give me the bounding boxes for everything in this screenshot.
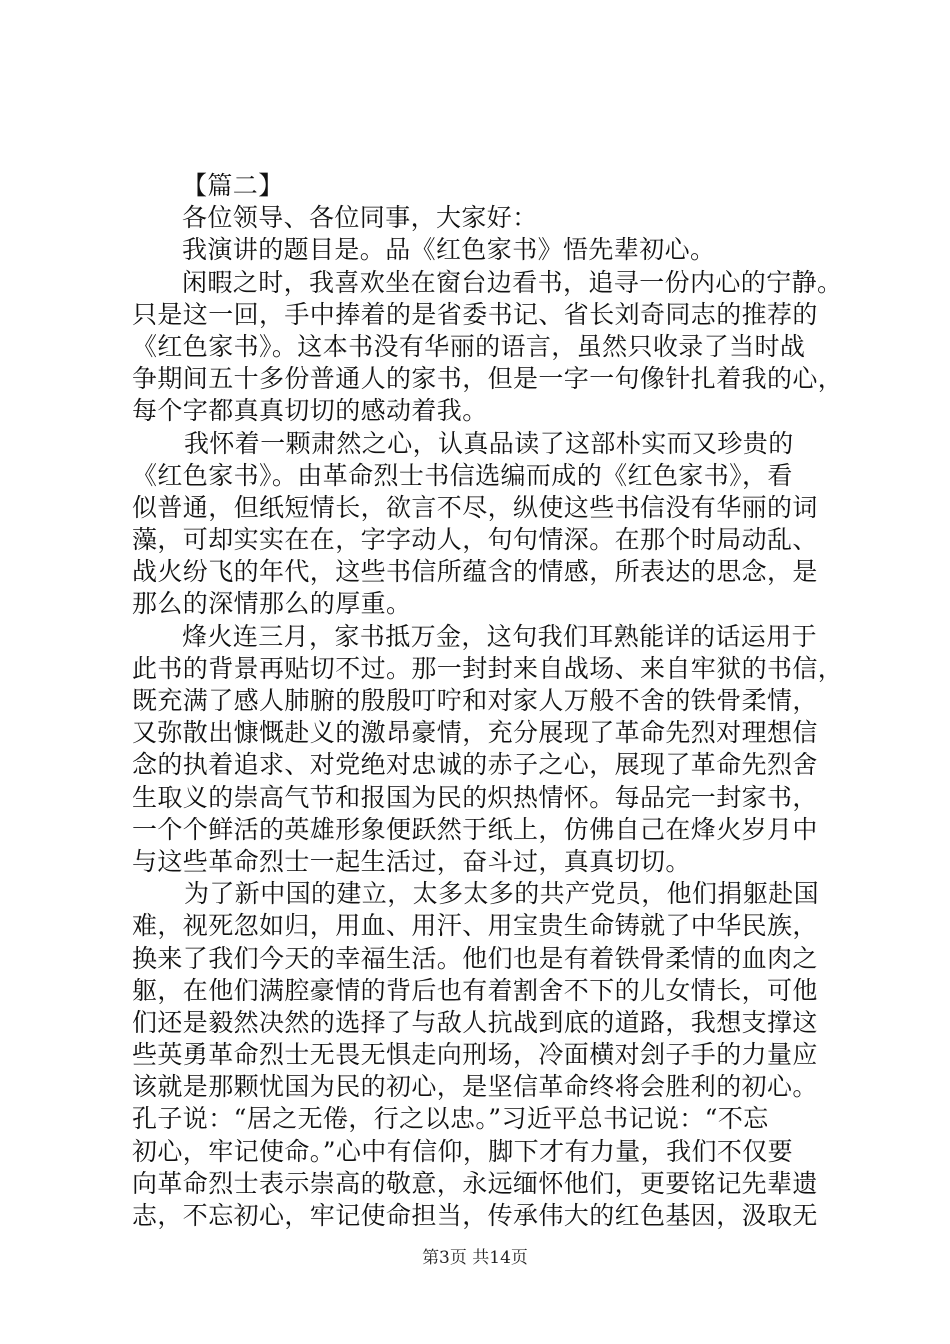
- paragraph-line: 为了新中国的建立，太多太多的共产党员，他们捐躯赴国: [184, 879, 820, 909]
- paragraph-line: 该就是那颗忧国为民的初心，是坚信革命终将会胜利的初心。: [132, 1072, 818, 1102]
- paragraph-line: 此书的背景再贴切不过。那一封封来自战场、来自牢狱的书信，: [132, 653, 844, 683]
- paragraph-line: 些英勇革命烈士无畏无惧走向刑场，冷面横对刽子手的力量应: [132, 1040, 818, 1070]
- greeting-line: 各位领导、各位同事，大家好：: [182, 203, 538, 233]
- paragraph-line: 躯，在他们满腔豪情的背后也有着割舍不下的儿女情长，可他: [132, 975, 818, 1005]
- paragraph-line: 初心，牢记使命。”心中有信仰，脚下才有力量，我们不仅要: [132, 1136, 794, 1166]
- paragraph-line: 《红色家书》。由革命烈士书信选编而成的《红色家书》，看: [132, 460, 793, 490]
- paragraph-line: 《红色家书》。这本书没有华丽的语言，虽然只收录了当时战: [132, 331, 806, 361]
- paragraph-line: 似普通，但纸短情长，欲言不尽，纵使这些书信没有华丽的词: [132, 492, 818, 522]
- paragraph-line: 志，不忘初心，牢记使命担当，传承伟大的红色基因，汲取无: [132, 1201, 818, 1230]
- paragraph-line: 换来了我们今天的幸福生活。他们也是有着铁骨柔情的血肉之: [132, 943, 818, 973]
- paragraph-line: 孔子说：“居之无倦，行之以忠。”习近平总书记说：“不忘: [132, 1104, 769, 1134]
- paragraph-line: 们还是毅然决然的选择了与敌人抗战到底的道路，我想支撑这: [132, 1007, 818, 1037]
- paragraph-line: 争期间五十多份普通人的家书，但是一字一句像针扎着我的心，: [132, 364, 844, 394]
- paragraph-line: 烽火连三月，家书抵万金，这句我们耳熟能详的话运用于: [182, 621, 818, 651]
- paragraph-line: 与这些革命烈士一起生活过，奋斗过，真真切切。: [132, 846, 691, 876]
- paragraph-line: 藻，可却实实在在，字字动人，句句情深。在那个时局动乱、: [132, 525, 818, 555]
- speech-title-line: 我演讲的题目是。品《红色家书》悟先辈初心。: [182, 235, 716, 265]
- paragraph-line: 一个个鲜活的英雄形象便跃然于纸上，仿佛自己在烽火岁月中: [132, 814, 818, 844]
- paragraph-line: 念的执着追求、对党绝对忠诚的赤子之心，展现了革命先烈舍: [132, 750, 818, 780]
- paragraph-line: 既充满了感人肺腑的殷殷叮咛和对家人万般不舍的铁骨柔情，: [132, 686, 818, 715]
- paragraph-line: 难，视死忽如归，用血、用汗、用宝贵生命铸就了中华民族，: [132, 911, 818, 941]
- paragraph-line: 那么的深情那么的厚重。: [132, 589, 412, 619]
- paragraph-line: 又弥散出慷慨赴义的激昂豪情，充分展现了革命先烈对理想信: [132, 718, 818, 748]
- paragraph-line: 闲暇之时，我喜欢坐在窗台边看书，追寻一份内心的宁静。: [182, 267, 843, 297]
- paragraph-line: 每个字都真真切切的感动着我。: [132, 396, 488, 426]
- paragraph-line: 战火纷飞的年代，这些书信所蕴含的情感，所表达的思念，是: [132, 557, 818, 587]
- section-heading: 【篇二】: [182, 171, 284, 200]
- paragraph-line: 只是这一回，手中捧着的是省委书记、省长刘奇同志的推荐的: [132, 299, 818, 329]
- paragraph-line: 我怀着一颗肃然之心，认真品读了这部朴实而又珍贵的: [184, 428, 794, 458]
- page-number-footer: 第3页 共14页: [422, 1248, 528, 1268]
- paragraph-line: 生取义的崇高气节和报国为民的炽热情怀。每品完一封家书，: [132, 782, 818, 812]
- document-body: [132, 170, 844, 1232]
- paragraph-line: 向革命烈士表示崇高的敬意，永远缅怀他们，更要铭记先辈遗: [132, 1168, 818, 1198]
